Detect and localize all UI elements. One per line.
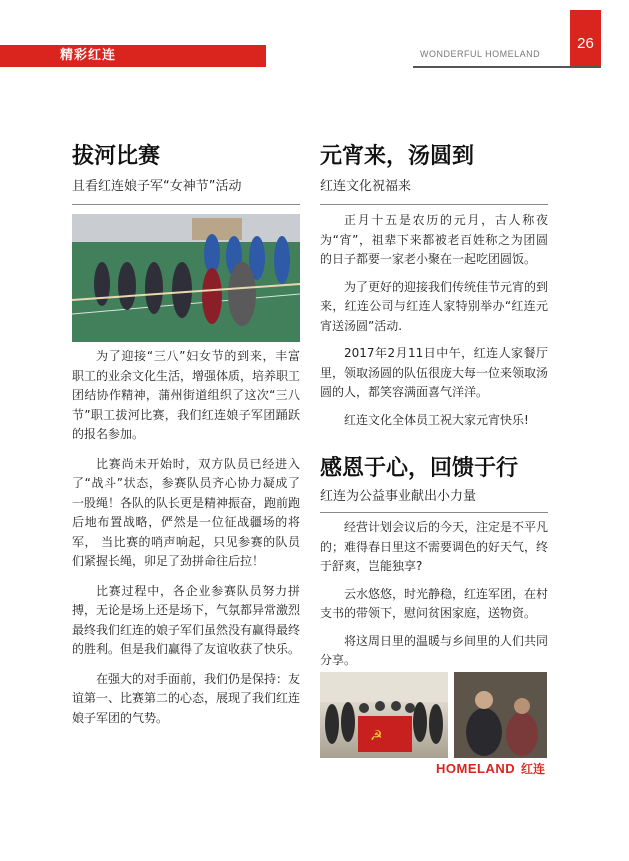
tug-paragraph-3: 比赛过程中，各企业参赛队员努力拼搏，无论是场上还是场下，气氛都异常激烈最终我们红连的娘子军们虽然没有赢得最终的胜利。但是我们赢得了友谊收获了快乐。 bbox=[72, 583, 301, 656]
page-number: 26 bbox=[577, 35, 594, 52]
tug-divider bbox=[72, 204, 300, 205]
yuanxiao-paragraph-1: 正月十五是农历的元月，古人称夜为“宵”，祖辈下来都被老百姓称之为团圆的日子都要一家老小聚在一起吃团圆饭。 bbox=[320, 213, 548, 266]
gratitude-divider bbox=[320, 512, 548, 513]
tug-body bbox=[72, 347, 300, 728]
section-label: 精彩红连 bbox=[60, 48, 117, 63]
gratitude-subtitle: 红连为公益事业献出小力量 bbox=[320, 489, 477, 504]
yuanxiao-title: 元宵来，汤圆到 bbox=[320, 144, 475, 169]
gratitude-title: 感恩于心，回馈于行 bbox=[320, 456, 519, 481]
homeland-logo: HOMELAND bbox=[436, 761, 516, 776]
yuanxiao-paragraph-3: 2017年2月11日中午，红连人家餐厅里，领取汤圆的队伍很庞大每一位来领取汤圆的人，都笑容满面喜气洋洋。 bbox=[320, 346, 549, 399]
visit-family-photo bbox=[454, 672, 547, 758]
yuanxiao-divider bbox=[320, 204, 548, 205]
tug-paragraph-1: 为了迎接“三八”妇女节的到来，丰富职工的业余文化生活，增强体质，培养职工团结协作精神，蒲州街道组织了这次“三八节”职工拔河比赛，我们红连娘子军团踊跃的报名参加。 bbox=[72, 349, 301, 441]
gratitude-paragraph-1: 经营计划会议后的今天，注定是不平凡的；难得春日里这不需要调色的好天气，终于舒爽，岂能独享? bbox=[320, 520, 549, 573]
gratitude-paragraph-3: 将这周日里的温暖与乡间里的人们共同分享。 bbox=[320, 633, 549, 667]
header-divider bbox=[413, 66, 601, 68]
tug-subtitle: 且看红连娘子军“女神节”活动 bbox=[72, 179, 242, 194]
svg-text:☭: ☭ bbox=[370, 728, 383, 744]
yuanxiao-paragraph-4: 红连文化全体员工祝大家元宵快乐! bbox=[344, 412, 529, 427]
yuanxiao-paragraph-2: 为了更好的迎接我们传统佳节元宵的到来，红连公司与红连人家特别举办“红连元宵送汤圆”活动. bbox=[320, 279, 549, 333]
group-flag-photo bbox=[320, 672, 448, 758]
magazine-title: WONDERFUL HOMELAND bbox=[420, 49, 541, 59]
yuanxiao-body bbox=[320, 211, 548, 430]
gratitude-body bbox=[320, 518, 548, 671]
gratitude-paragraph-2: 云水悠悠，时光静稳，红连军团，在村支书的带领下，慰问贫困家庭，送物资。 bbox=[320, 586, 549, 620]
tug-paragraph-4: 在强大的对手面前，我们仍是保持：友谊第一、比赛第二的心态，展现了我们红连娘子军团的气势。 bbox=[72, 671, 301, 725]
yuanxiao-subtitle: 红连文化祝福来 bbox=[320, 179, 412, 194]
tug-title: 拔河比赛 bbox=[72, 144, 161, 169]
tug-paragraph-2: 比赛尚未开始时，双方队员已经进入了“战斗”状态，参赛队员齐心协力凝成了一股绳！各队的队长更是精神振奋，跑前跑后地布置战略，俨然是一位征战疆场的将军， 当比赛的哨声响起，只见参赛的队员们紧握长绳，卯足了劲拼命往后拉！ bbox=[72, 456, 301, 568]
section-bar bbox=[0, 45, 266, 67]
tug-of-war-photo bbox=[72, 214, 300, 342]
homeland-logo-cn: 红连 bbox=[521, 762, 546, 776]
